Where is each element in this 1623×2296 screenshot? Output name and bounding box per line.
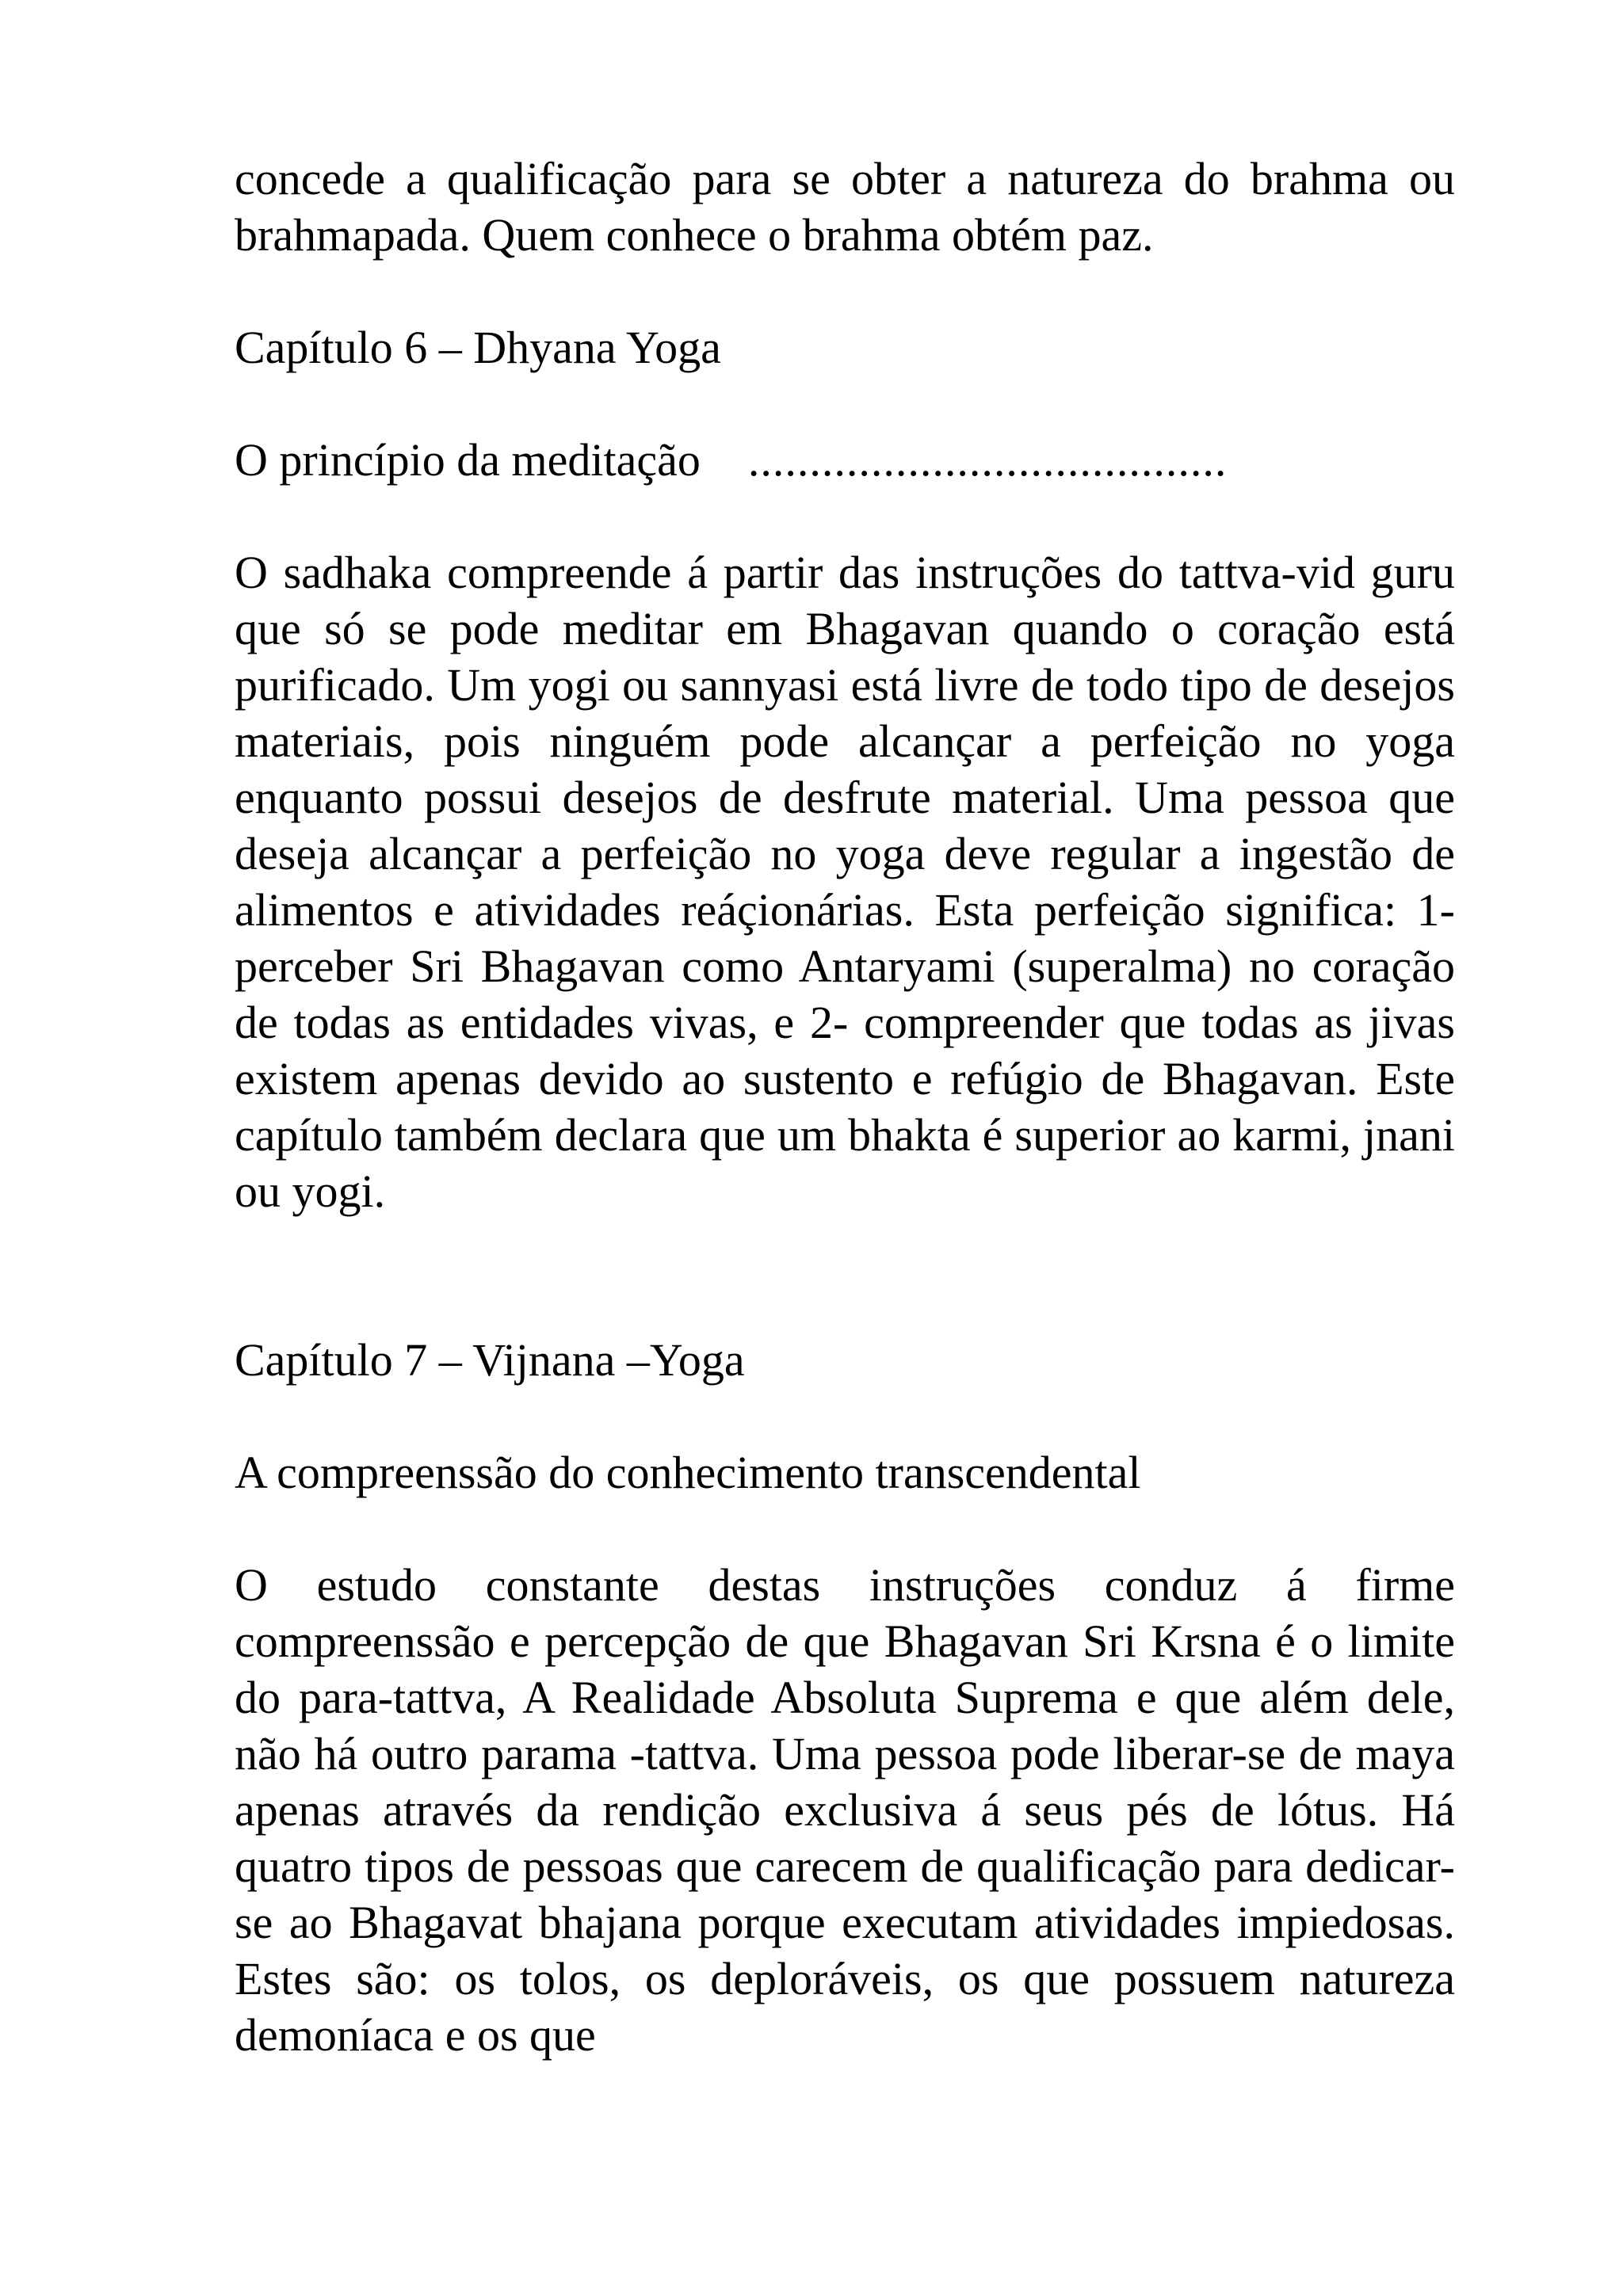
chapter-7-body: O estudo constante destas instruções conduz á firme compreenssão e percepção de que Bhagavan Sri Krsna é o limite do para-tattva, A Realidade Absoluta Suprema e que além dele, não há outro parama -tattva. Uma pessoa pode liberar-se de maya apenas através da rendição exclusiva á seus pés de lótus. Há quatro tipos de pessoas que carecem de qualificação para dedicar-se ao Bhagavat bhajana porque executam atividades impiedosas. Estes são: os tolos, os deploráveis, os que possuem natureza demoníaca e os que	[235, 1559, 1455, 2061]
chapter-6-body: O sadhaka compreende á partir das instruções do tattva-vid guru que só se pode meditar em Bhagavan quando o coração está purificado. Um yogi ou sannyasi está livre de todo tipo de desejos materiais, pois ninguém pode alcançar a perfeição no yoga enquanto possui desejos de desfrute material. Uma pessoa que deseja alcançar a perfeição no yoga deve regular a ingestão de alimentos e atividades reáçionárias. Esta perfeição significa: 1- perceber Sri Bhagavan como Antaryami (superalma) no coração de todas as entidades vivas, e 2- compreender que todas as jivas existem apenas devido ao sustento e refúgio de Bhagavan. Este capítulo também declara que um bhakta é superior ao karmi, jnani ou yogi.	[235, 547, 1455, 1217]
chapter-6-heading: Capítulo 6 – Dhyana Yoga	[235, 322, 721, 373]
chapter-6-subtitle: O princípio da meditação	[235, 434, 701, 486]
dotted-leader: .......................................	[747, 434, 1228, 486]
document-page	[235, 151, 1455, 2063]
chapter-7-subtitle: A compreenssão do conhecimento transcendental	[235, 1447, 1141, 1498]
chapter-6-subtitle-line	[235, 432, 1455, 488]
intro-paragraph: concede a qualificação para se obter a natureza do brahma ou brahmapada. Quem conhece o brahma obtém paz.	[235, 153, 1455, 261]
chapter-7-heading: Capítulo 7 – Vijnana –Yoga	[235, 1334, 745, 1386]
